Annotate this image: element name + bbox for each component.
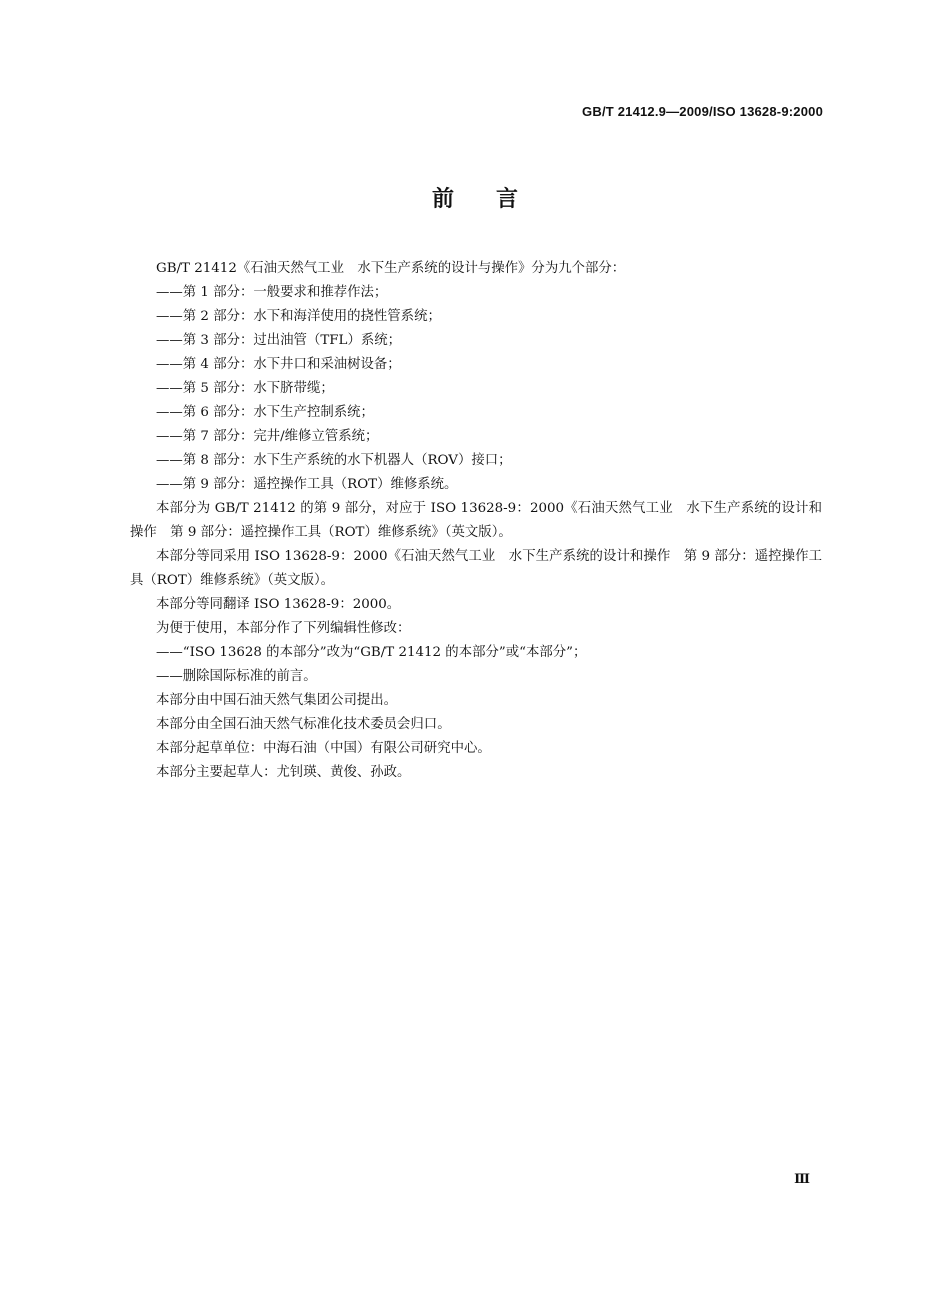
centralized-by-paragraph: 本部分由全国石油天然气标准化技术委员会归口。 <box>156 717 451 732</box>
drafting-unit-paragraph: 本部分起草单位：中海石油（中国）有限公司研究中心。 <box>156 741 491 756</box>
correspondence-paragraph: 本部分为 GB/T 21412 的第 9 部分，对应于 ISO 13628-9：2000《石油天然气工业 水下生产系统的设计和操作 第 9 部分：遥控操作工具（ROT）维修系统》（英文版）。 <box>130 501 822 540</box>
part-list-item: ——第 4 部分：水下井口和采油树设备； <box>156 357 401 372</box>
part-list-item: ——第 9 部分：遥控操作工具（ROT）维修系统。 <box>156 477 458 492</box>
part-list-item: ——第 8 部分：水下生产系统的水下机器人（ROV）接口； <box>156 453 512 468</box>
intro-paragraph: GB/T 21412《石油天然气工业 水下生产系统的设计与操作》分为九个部分： <box>156 261 626 276</box>
adoption-paragraph: 本部分等同采用 ISO 13628-9：2000《石油天然气工业 水下生产系统的设计和操作 第 9 部分：遥控操作工具（ROT）维修系统》（英文版）。 <box>130 549 822 588</box>
foreword-body <box>130 257 822 785</box>
part-list-item: ——第 2 部分：水下和海洋使用的挠性管系统； <box>156 309 441 324</box>
page-title: 前言 <box>431 187 560 212</box>
part-list-item: ——第 6 部分：水下生产控制系统； <box>156 405 374 420</box>
standard-code-header: GB/T 21412.9—2009/ISO 13628-9:2000 <box>582 104 823 119</box>
translation-paragraph: 本部分等同翻译 ISO 13628-9：2000。 <box>156 597 401 612</box>
edit-list-item: ——“ISO 13628 的本部分”改为“GB/T 21412 的本部分”或“本部分”； <box>156 645 587 660</box>
part-list-item: ——第 3 部分：过出油管（TFL）系统； <box>156 333 402 348</box>
page-number: Ⅲ <box>794 1172 810 1187</box>
drafters-paragraph: 本部分主要起草人：尤钊瑛、黄俊、孙政。 <box>156 765 411 780</box>
part-list-item: ——第 1 部分：一般要求和推荐作法； <box>156 285 388 300</box>
part-list-item: ——第 7 部分：完井/维修立管系统； <box>156 429 379 444</box>
edits-intro-paragraph: 为便于使用，本部分作了下列编辑性修改： <box>156 621 411 636</box>
part-list-item: ——第 5 部分：水下脐带缆； <box>156 381 334 396</box>
edit-list-item: ——删除国际标准的前言。 <box>156 669 317 684</box>
proposed-by-paragraph: 本部分由中国石油天然气集团公司提出。 <box>156 693 398 708</box>
